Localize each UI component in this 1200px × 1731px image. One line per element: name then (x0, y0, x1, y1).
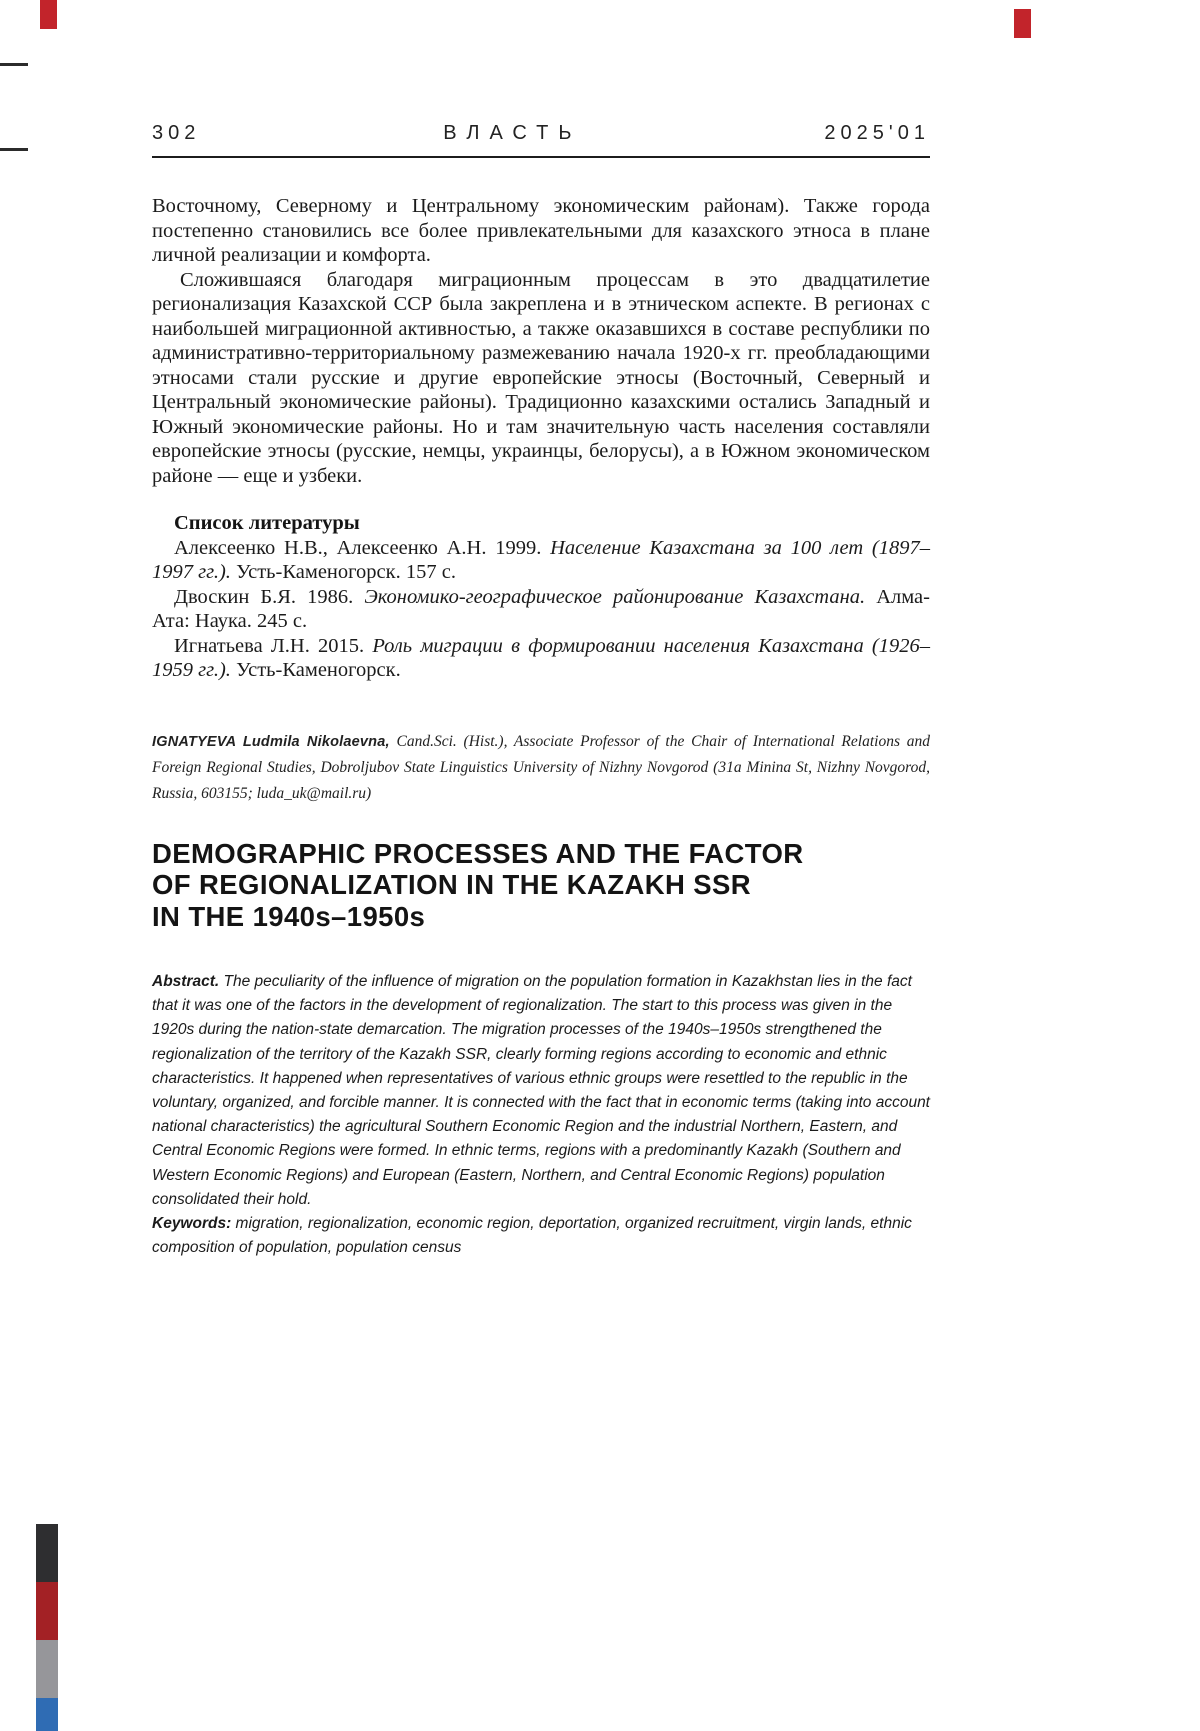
running-head (152, 122, 930, 158)
reference-title: Население Казахстана за 100 лет (1897–1997 гг.). (152, 536, 930, 583)
reference-item (152, 585, 930, 634)
crop-tick-left-upper (0, 63, 28, 66)
reference-publisher: Алма-Ата: Наука. 245 с. (152, 585, 930, 632)
article-title-en (152, 838, 930, 933)
color-bar-segment-gray (36, 1640, 58, 1698)
author-note (152, 729, 930, 807)
reference-item (152, 536, 930, 585)
abstract (152, 970, 930, 1212)
color-bar-segment-red (36, 1582, 58, 1640)
color-bar-segment-black (36, 1524, 58, 1582)
title-line: OF REGIONALIZATION IN THE KAZAKH SSR (152, 869, 752, 900)
article-content (152, 0, 930, 1260)
reference-authors: Двоскин Б.Я. 1986. (174, 585, 365, 608)
author-name: IGNATYEVA Ludmila Nikolaevna, (152, 733, 390, 750)
print-color-bar (36, 1524, 58, 1731)
references-heading: Список литературы (174, 512, 360, 534)
keywords (152, 1212, 930, 1260)
page-number: 302 (152, 122, 201, 144)
keywords-label: Keywords: (152, 1215, 232, 1233)
registration-mark-top-left (40, 0, 57, 29)
reference-authors: Игнатьева Л.Н. 2015. (174, 634, 373, 657)
title-line: IN THE 1940s–1950s (152, 900, 426, 932)
reference-publisher: Усть-Каменогорск. 157 с. (230, 561, 456, 583)
reference-authors: Алексеенко Н.В., Алексеенко А.Н. 1999. (174, 536, 551, 559)
journal-title: ВЛАСТЬ (443, 122, 582, 144)
registration-mark-top-right (1014, 9, 1031, 38)
abstract-text: The peculiarity of the influence of migration on the population formation in Kazakhstan lies in the fact that it was one of the factors in the development of regionalization. The start to this process was given in the 1920s during the nation-state demarcation. The migration processes of the 1940s–1950s strengthened the regionalization of the territory of the Kazakh SSR, clearly forming regions according to economic and ethnic characteristics. It happened when representatives of various ethnic groups were resettled to the republic in the voluntary, organized, and forcible manner. It is connected with the fact that in economic terms (taking into account national characteristics) the agricultural Southern Economic Region and the industrial Northern, Eastern, and Central Economic Regions were formed. In ethnic terms, regions with a predominantly Kazakh (Southern and Western Economic Regions) and European (Eastern, Northern, and Central Economic Regions) population consolidated their hold. (152, 973, 930, 1208)
reference-item (152, 634, 930, 683)
title-line: DEMOGRAPHIC PROCESSES AND THE FACTOR (152, 837, 804, 869)
author-details: Cand.Sci. (Hist.), Associate Professor of the Chair of International Relations and Foreign Regional Studies, Dobroljubov State Linguistics University of Nizhny Novgorod (31a Minina St, Nizhny Novgorod, Russia, 603155; luda_uk@mail.ru) (152, 732, 930, 802)
abstract-label: Abstract. (152, 973, 220, 990)
reference-publisher: Усть-Каменогорск. (230, 659, 401, 681)
reference-title: Роль миграции в формировании населения Казахстана (1926–1959 гг.). (152, 634, 930, 681)
body-paragraph: Сложившаяся благодаря миграционным процессам в это двадцатилетие регионализация Казахской ССР была закреплена и в этническом аспекте. В регионах с наибольшей миграционной активностью, а также оказавшихся в составе республики по административно-территориальному размежеванию начала 1920-х гг. преобладающими этносами стали русские и другие европейские этносы (Восточный, Северный и Центральный экономические районы). Традиционно казахскими остались Западный и Южный экономические районы. Но и там значительную часть населения составляли европейские этносы (русские, немцы, украинцы, белорусы), а в Южном экономическом районе — еще и узбеки. (152, 268, 930, 487)
issue-number: 2025'01 (824, 122, 930, 144)
color-bar-segment-blue (36, 1698, 58, 1731)
keywords-text: migration, regionalization, economic region, deportation, organized recruitment, virgin lands, ethnic composition of population, population census (152, 1215, 912, 1257)
reference-title: Экономико-географическое районирование Казахстана. (364, 585, 866, 608)
body-paragraph: Восточному, Северному и Центральному экономическим районам). Также города постепенно становились все более привлекательными для казахского этноса в плане личной реализации и комфорта. (152, 195, 930, 266)
crop-tick-left-lower (0, 148, 28, 151)
